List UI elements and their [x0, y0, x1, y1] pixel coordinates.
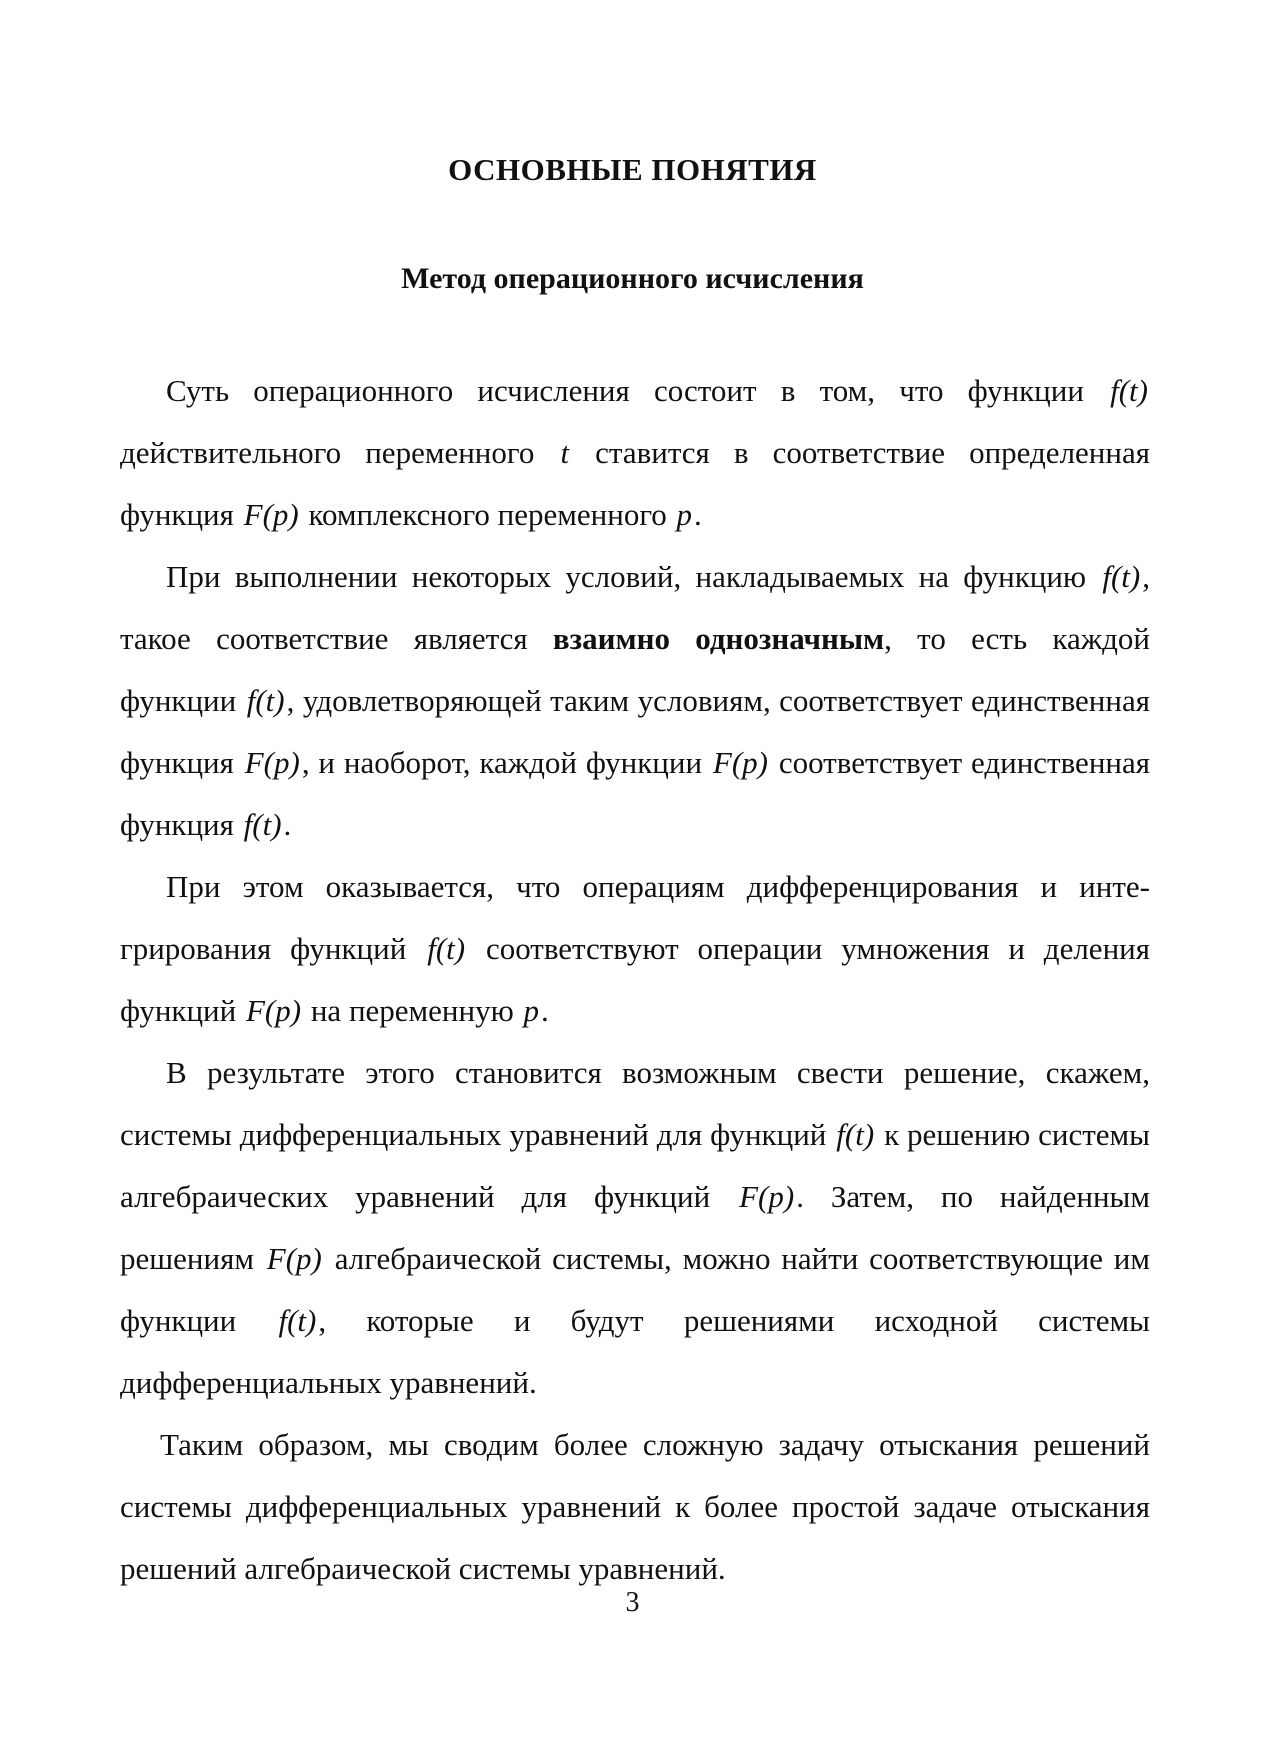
- text-run: соответствует единственная функция: [120, 745, 1151, 842]
- paragraph: [120, 1042, 1150, 1414]
- page-title: ОСНОВНЫЕ ПОНЯТИЯ: [448, 152, 817, 187]
- math-expression: F(p): [243, 497, 299, 532]
- emphasis-text: взаимно однозначным: [552, 621, 885, 656]
- text-run: ставится в соответствие определенная функция: [120, 435, 1150, 532]
- section-subtitle: Метод операционного исчисления: [401, 262, 864, 295]
- text-run: В результате этого становится возможным свести решение, скажем, системы дифференциальных уравнений для функций: [120, 1055, 1150, 1152]
- text-run: При этом оказывается, что операциям дифференцирования и интегрирования функций: [120, 869, 1150, 966]
- text-run: .: [541, 993, 549, 1028]
- math-expression: f(t): [836, 1117, 875, 1152]
- body-text: [120, 360, 1150, 1600]
- text-run: , такое соответствие является: [120, 559, 1150, 656]
- math-expression: F(p): [246, 993, 302, 1028]
- text-run: на переменную: [303, 993, 522, 1028]
- text-run: Суть операционного исчисления состоит в том, что функции: [166, 373, 1109, 408]
- math-expression: F(p): [712, 745, 768, 780]
- math-expression: f(t): [243, 807, 282, 842]
- text-run: действительного переменного: [120, 435, 559, 470]
- text-run: алгебраической системы, можно найти соответствующие им функции: [120, 1241, 1150, 1338]
- text-run: к решению системы алгебраических уравнений для функций: [120, 1117, 1151, 1214]
- math-expression: p: [676, 497, 693, 532]
- text-run: . Затем, по найденным решениям: [120, 1179, 1150, 1276]
- math-expression: f(t): [1102, 559, 1141, 594]
- paragraph: [120, 546, 1150, 856]
- math-expression: f(t): [278, 1303, 317, 1338]
- text-run: соответствуют операции умножения и деления функций: [120, 931, 1151, 1028]
- text-run: , то есть каждой функции: [120, 621, 1150, 718]
- text-run: , удовлетворяющей таким условиям, соответствует единственная функция: [120, 683, 1150, 780]
- page-number: 3: [625, 1587, 640, 1618]
- text-run: Таким образом, мы сводим более сложную задачу отыскания решений системы дифференциальных уравнений к более простой задаче отыскания решений алгебраической системы уравнений.: [120, 1427, 1150, 1586]
- text-run: комплексного переменного: [300, 497, 675, 532]
- text-run: .: [694, 497, 702, 532]
- math-expression: f(t): [427, 931, 466, 966]
- paragraph: [120, 360, 1150, 546]
- text-run: , которые и будут решениями исходной системы дифференциальных уравнений.: [120, 1303, 1150, 1400]
- text-run: При выполнении некоторых условий, накладываемых на функцию: [166, 559, 1101, 594]
- math-expression: p: [523, 993, 540, 1028]
- text-run: .: [283, 807, 292, 842]
- math-expression: F(p): [244, 745, 300, 780]
- math-expression: f(t): [1110, 373, 1148, 408]
- math-expression: t: [560, 435, 570, 470]
- text-run: , и наоборот, каждой функции: [301, 745, 711, 780]
- math-expression: F(p): [266, 1241, 322, 1276]
- math-expression: F(p): [739, 1179, 795, 1214]
- paragraph: [120, 1414, 1150, 1600]
- math-expression: f(t): [246, 683, 285, 718]
- paragraph: [120, 856, 1150, 1042]
